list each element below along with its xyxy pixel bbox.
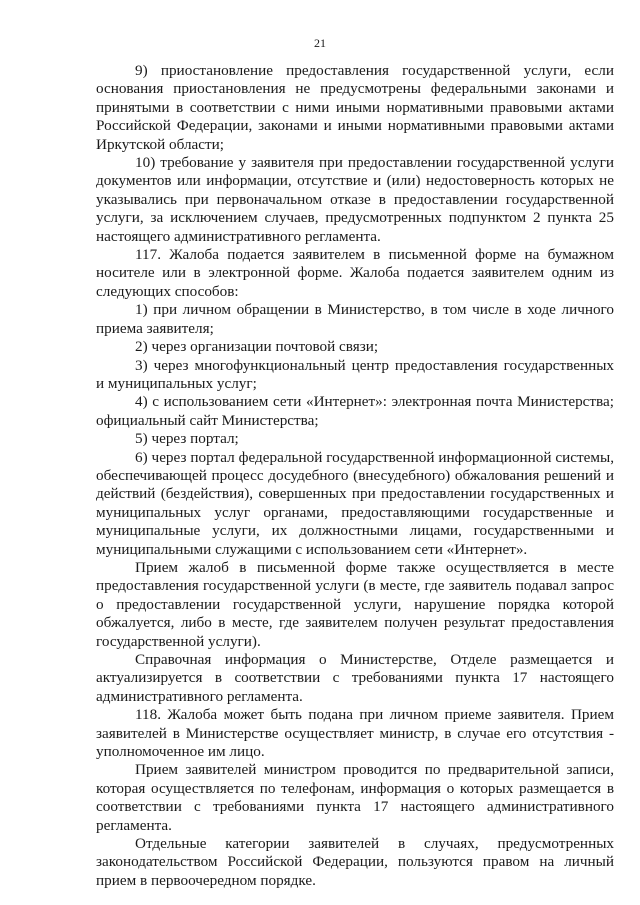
paragraph-reference-info: Справочная информация о Министерстве, Отделе размещается и актуализируется в соответствии с требованиями пункта 17 настоящего административного регламента. (96, 651, 614, 705)
document-body (96, 62, 614, 890)
list-item-4: 4) с использованием сети «Интернет»: электронная почта Министерства; официальный сайт Министерства; (96, 393, 614, 429)
paragraph-written-complaints: Прием жалоб в письменной форме также осуществляется в месте предоставления государственной услуги (в месте, где заявитель подавал запрос о предоставлении государственной услуги, нарушение порядка которой обжалуется, либо в месте, где заявителем получен результат предоставления государственной услуги). (96, 558, 614, 650)
paragraph-item-10: 10) требование у заявителя при предоставлении государственной услуги документов или информации, отсутствие и (или) недостоверность которых не указывались при первоначальном отказе в предоставлении государственной услуги, за исключением случаев, предусмотренных подпунктом 2 пункта 25 настоящего административного регламента. (96, 154, 614, 245)
paragraph-117: 117. Жалоба подается заявителем в письменной форме на бумажном носителе или в электронной форме. Жалоба подается заявителем одним из следующих способов: (96, 246, 614, 300)
paragraph-priority-reception: Отдельные категории заявителей в случаях, предусмотренных законодательством Российской Федерации, пользуются правом на личный прием в первоочередном порядке. (96, 835, 614, 889)
list-item-2: 2) через организации почтовой связи; (135, 338, 379, 356)
list-item-3: 3) через многофункциональный центр предоставления государственных и муниципальных услуг; (96, 356, 614, 392)
list-item-5: 5) через портал; (135, 430, 239, 448)
paragraph-item-9: 9) приостановление предоставления государственной услуги, если основания приостановления не предусмотрены федеральными законами и принятыми в соответствии с ними иными нормативными правовыми актами Российской Федерации, законами и иными нормативными правовыми актами Иркутской области; (96, 62, 614, 153)
page-number: 21 (314, 36, 326, 50)
list-item-1: 1) при личном обращении в Министерство, в том числе в ходе личного приема заявителя; (96, 301, 614, 337)
paragraph-appointment: Прием заявителей министром проводится по предварительной записи, которая осуществляется по телефонам, информация о которых размещается в соответствии с требованиями пункта 17 настоящего административного регламента. (96, 761, 614, 834)
paragraph-118: 118. Жалоба может быть подана при личном приеме заявителя. Прием заявителей в Министерстве осуществляет министр, в случае его отсутствия - уполномоченное им лицо. (96, 706, 614, 761)
list-item-6: 6) через портал федеральной государственной информационной системы, обеспечивающей процесс досудебного (внесудебного) обжалования решений и действий (бездействия), совершенных при предоставлении государственных и муниципальных услуг органами, предоставляющими государственные и муниципальные услуги, их должностными лицами, государственными и муниципальными служащими с использованием сети «Интернет». (96, 448, 614, 558)
